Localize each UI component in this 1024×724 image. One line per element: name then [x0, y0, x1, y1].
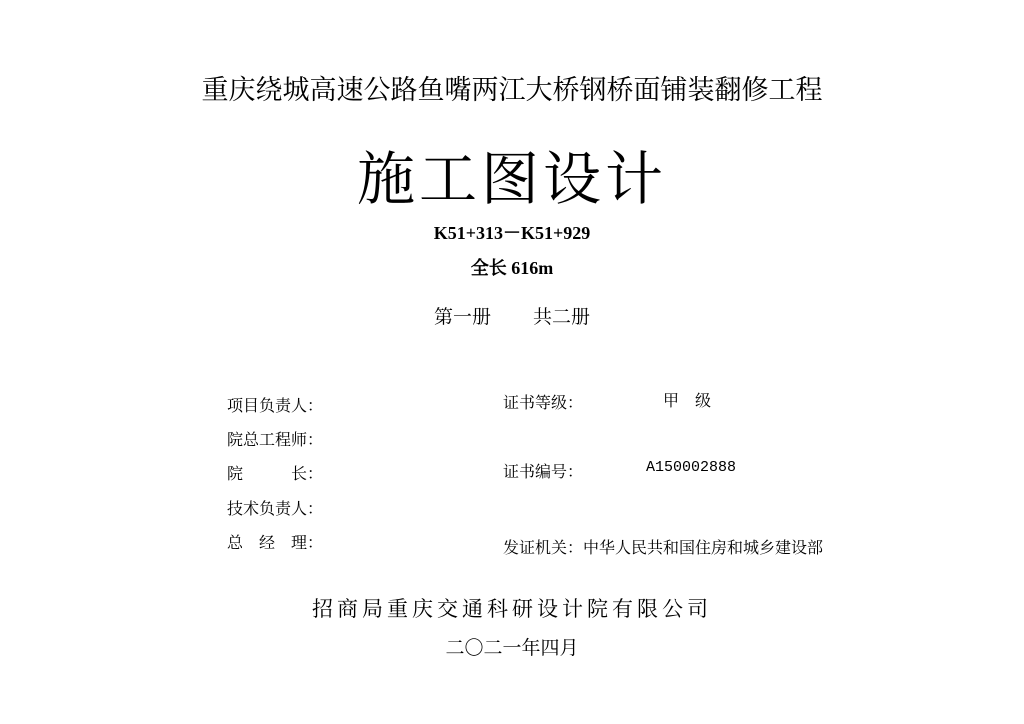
total-volumes: 共二册	[533, 306, 591, 328]
chainage-range: K51+313－K51+929	[433, 223, 591, 243]
issuer-value: 中华人民共和国住房和城乡建设部	[583, 538, 824, 557]
cert-number-value: A150002888	[646, 459, 737, 476]
volume-line	[0, 302, 1024, 329]
cert-grade-value: 甲 级	[663, 391, 712, 410]
cert-grade-label: 证书等级：	[503, 393, 584, 412]
total-length: 全长 616m	[470, 258, 554, 278]
company-name: 招商局重庆交通科研设计院有限公司	[312, 597, 712, 621]
general-manager-label: 总 经 理：	[227, 533, 324, 552]
issuer-label: 发证机关：	[503, 538, 584, 557]
cert-number-label: 证书编号：	[503, 462, 584, 481]
project-lead-label: 项目负责人：	[227, 396, 324, 415]
institute-director-label: 院 长：	[227, 464, 324, 483]
project-title: 重庆绕城高速公路鱼嘴两江大桥钢桥面铺装翻修工程	[201, 75, 823, 106]
chief-engineer-label: 院总工程师：	[227, 430, 324, 449]
issue-date: 二〇二一年四月	[445, 637, 579, 659]
main-title: 施工图设计	[356, 145, 667, 213]
technical-lead-label: 技术负责人：	[227, 499, 324, 518]
volume-number: 第一册	[433, 306, 491, 328]
